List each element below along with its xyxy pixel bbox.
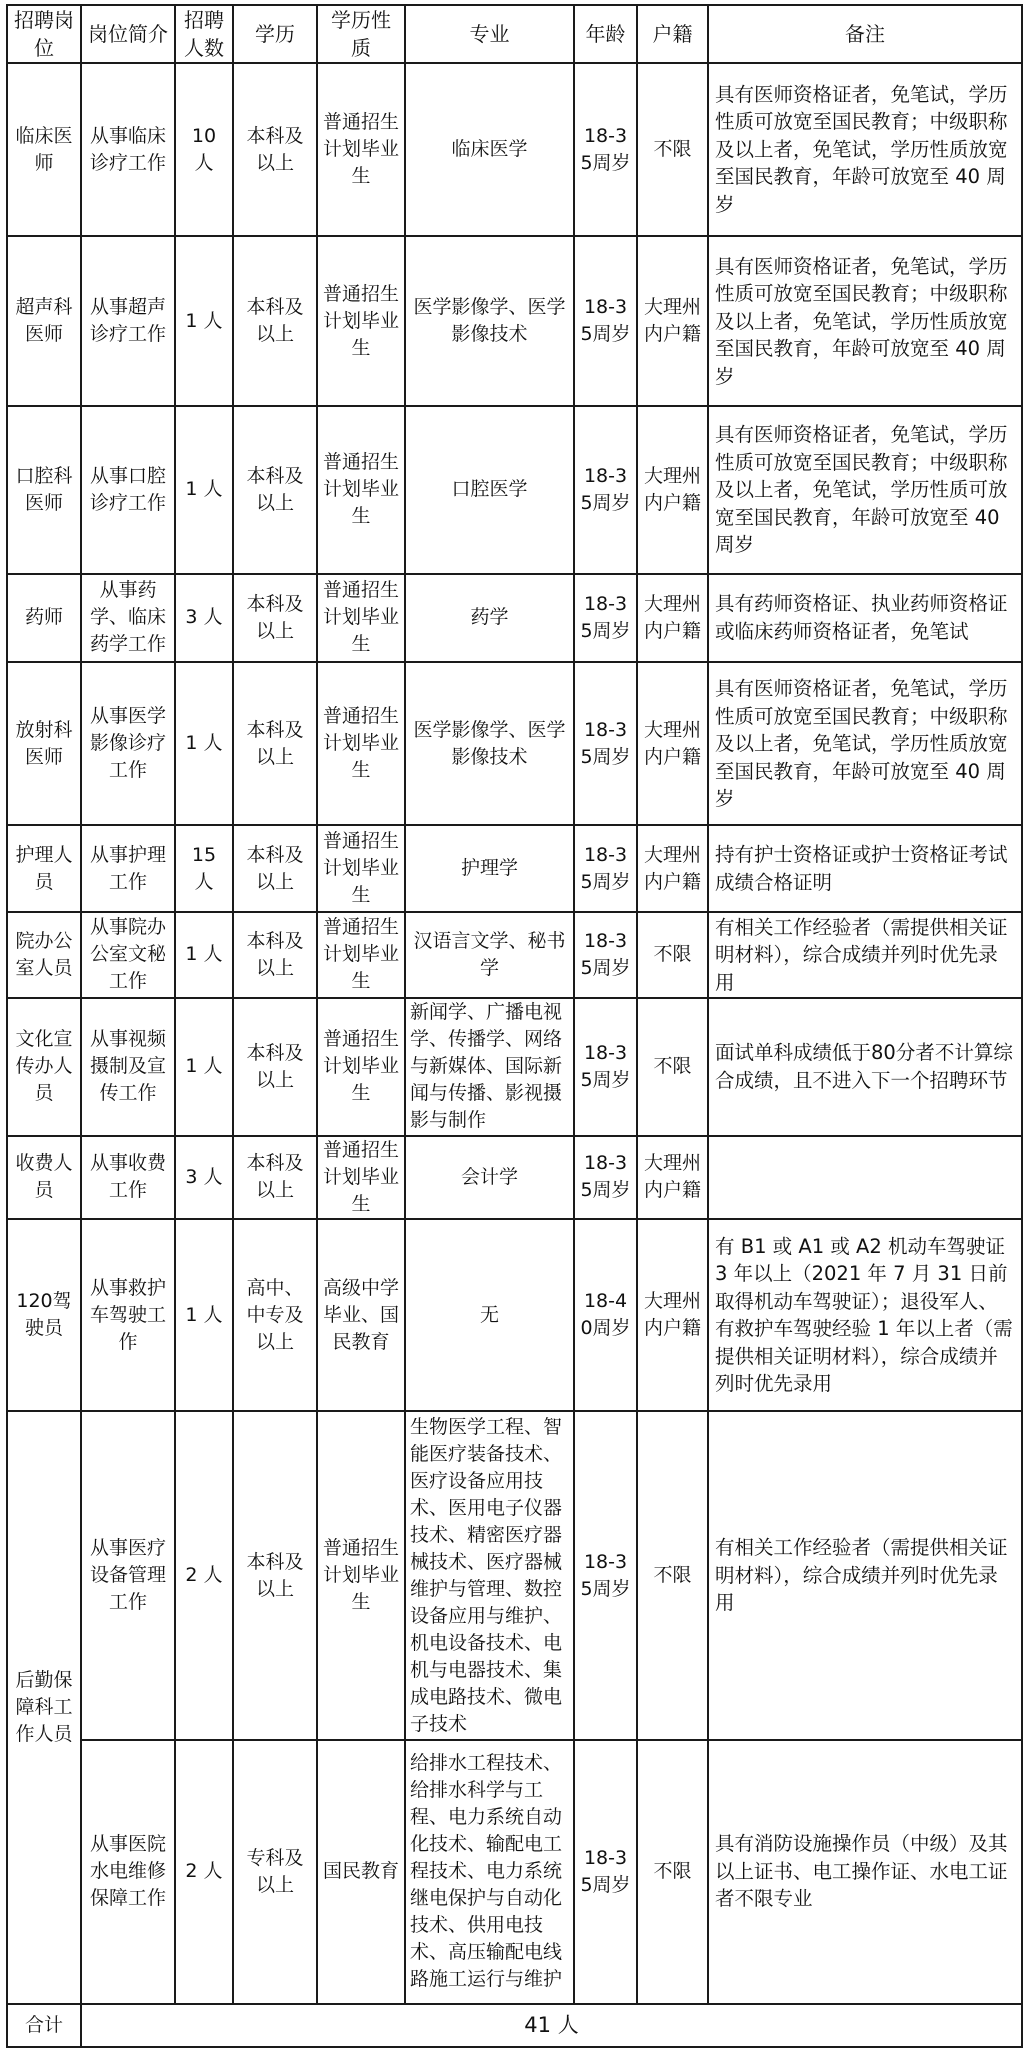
cell-age: 18-35周岁 xyxy=(574,63,637,236)
cell-major: 给排水工程技术、给排水科学与工程、电力系统自动化技术、输配电工程技术、电力系统继电保护与自动化技术、供用电技术、高压输配电线路施工运行与维护 xyxy=(405,1740,574,2004)
cell-hukou: 大理州内户籍 xyxy=(637,662,708,825)
cell-count: 1 人 xyxy=(175,406,233,573)
cell-edu-type: 普通招生计划毕业生 xyxy=(317,406,405,573)
cell-hukou: 大理州内户籍 xyxy=(637,574,708,663)
cell-intro: 从事医院水电维修保障工作 xyxy=(81,1740,175,2004)
cell-count: 1 人 xyxy=(175,662,233,825)
cell-hukou: 大理州内户籍 xyxy=(637,236,708,406)
cell-post: 超声科医师 xyxy=(7,236,81,406)
cell-major: 无 xyxy=(405,1219,574,1411)
header-post: 招聘岗位 xyxy=(7,5,81,63)
cell-age: 18-35周岁 xyxy=(574,1411,637,1739)
cell-major: 临床医学 xyxy=(405,63,574,236)
cell-edu: 本科及以上 xyxy=(233,825,317,912)
header-intro: 岗位简介 xyxy=(81,5,175,63)
cell-count: 3 人 xyxy=(175,574,233,663)
cell-note: 面试单科成绩低于80分者不计算综合成绩，且不进入下一个招聘环节 xyxy=(708,998,1022,1136)
cell-intro: 从事救护车驾驶工作 xyxy=(81,1219,175,1411)
cell-edu-type: 普通招生计划毕业生 xyxy=(317,662,405,825)
cell-note: 具有医师资格证者，免笔试，学历性质可放宽至国民教育；中级职称及以上者，免笔试，学历性质放宽至国民教育，年龄可放宽至 40 周岁 xyxy=(708,63,1022,236)
header-count: 招聘人数 xyxy=(175,5,233,63)
recruitment-table xyxy=(6,4,1023,2048)
cell-age: 18-35周岁 xyxy=(574,236,637,406)
cell-major: 医学影像学、医学影像技术 xyxy=(405,236,574,406)
cell-post: 院办公室人员 xyxy=(7,912,81,998)
cell-hukou: 大理州内户籍 xyxy=(637,1136,708,1220)
table-row xyxy=(7,406,1022,573)
total-label: 合计 xyxy=(7,2004,81,2047)
table-row xyxy=(7,912,1022,998)
cell-note: 持有护士资格证或护士资格证考试成绩合格证明 xyxy=(708,825,1022,912)
cell-hukou: 不限 xyxy=(637,998,708,1136)
cell-major: 汉语言文学、秘书学 xyxy=(405,912,574,998)
cell-count: 2 人 xyxy=(175,1411,233,1739)
cell-edu: 本科及以上 xyxy=(233,1136,317,1220)
cell-age: 18-35周岁 xyxy=(574,574,637,663)
cell-major: 护理学 xyxy=(405,825,574,912)
cell-hukou: 不限 xyxy=(637,1740,708,2004)
cell-major: 会计学 xyxy=(405,1136,574,1220)
cell-post: 收费人员 xyxy=(7,1136,81,1220)
cell-edu-type: 国民教育 xyxy=(317,1740,405,2004)
cell-note: 具有医师资格证者，免笔试，学历性质可放宽至国民教育；中级职称及以上者，免笔试，学历性质可放宽至国民教育，年龄可放宽至 40 周岁 xyxy=(708,406,1022,573)
cell-intro: 从事临床诊疗工作 xyxy=(81,63,175,236)
cell-intro: 从事药学、临床药学工作 xyxy=(81,574,175,663)
cell-edu-type: 普通招生计划毕业生 xyxy=(317,1411,405,1739)
header-note: 备注 xyxy=(708,5,1022,63)
cell-edu-type: 普通招生计划毕业生 xyxy=(317,574,405,663)
cell-edu-type: 普通招生计划毕业生 xyxy=(317,998,405,1136)
cell-hukou: 大理州内户籍 xyxy=(637,406,708,573)
cell-edu-type: 普通招生计划毕业生 xyxy=(317,236,405,406)
cell-count: 15 人 xyxy=(175,825,233,912)
cell-major: 新闻学、广播电视学、传播学、网络与新媒体、国际新闻与传播、影视摄影与制作 xyxy=(405,998,574,1136)
cell-major: 药学 xyxy=(405,574,574,663)
cell-edu-type: 普通招生计划毕业生 xyxy=(317,1136,405,1220)
cell-count: 2 人 xyxy=(175,1740,233,2004)
cell-age: 18-35周岁 xyxy=(574,825,637,912)
cell-post: 临床医师 xyxy=(7,63,81,236)
cell-edu: 本科及以上 xyxy=(233,662,317,825)
cell-edu: 本科及以上 xyxy=(233,236,317,406)
cell-age: 18-35周岁 xyxy=(574,912,637,998)
cell-age: 18-40周岁 xyxy=(574,1219,637,1411)
header-major: 专业 xyxy=(405,5,574,63)
cell-edu: 本科及以上 xyxy=(233,1411,317,1739)
table-row xyxy=(7,662,1022,825)
table-row xyxy=(7,236,1022,406)
cell-intro: 从事院办公室文秘工作 xyxy=(81,912,175,998)
header-age: 年龄 xyxy=(574,5,637,63)
cell-post-merged: 后勤保障科工作人员 xyxy=(7,1411,81,2003)
cell-intro: 从事口腔诊疗工作 xyxy=(81,406,175,573)
cell-count: 3 人 xyxy=(175,1136,233,1220)
cell-intro: 从事护理工作 xyxy=(81,825,175,912)
cell-count: 1 人 xyxy=(175,1219,233,1411)
cell-edu: 本科及以上 xyxy=(233,574,317,663)
cell-post: 文化宣传办人员 xyxy=(7,998,81,1136)
cell-major: 生物医学工程、智能医疗装备技术、医疗设备应用技术、医用电子仪器技术、精密医疗器械技术、医疗器械维护与管理、数控设备应用与维护、机电设备技术、电机与电器技术、集成电路技术、微电子技术 xyxy=(405,1411,574,1739)
table-row xyxy=(7,998,1022,1136)
total-value: 41 人 xyxy=(81,2004,1022,2047)
cell-intro: 从事超声诊疗工作 xyxy=(81,236,175,406)
cell-edu: 本科及以上 xyxy=(233,998,317,1136)
cell-post: 口腔科医师 xyxy=(7,406,81,573)
cell-note: 具有药师资格证、执业药师资格证或临床药师资格证者，免笔试 xyxy=(708,574,1022,663)
cell-note: 具有医师资格证者，免笔试，学历性质可放宽至国民教育；中级职称及以上者，免笔试，学历性质放宽至国民教育，年龄可放宽至 40 周岁 xyxy=(708,236,1022,406)
cell-edu-type: 普通招生计划毕业生 xyxy=(317,825,405,912)
cell-age: 18-35周岁 xyxy=(574,1136,637,1220)
table-row xyxy=(7,1740,1022,2004)
cell-edu: 高中、中专及以上 xyxy=(233,1219,317,1411)
cell-age: 18-35周岁 xyxy=(574,998,637,1136)
cell-count: 1 人 xyxy=(175,912,233,998)
table-row xyxy=(7,1136,1022,1220)
cell-major: 医学影像学、医学影像技术 xyxy=(405,662,574,825)
header-edu-type: 学历性质 xyxy=(317,5,405,63)
cell-count: 10 人 xyxy=(175,63,233,236)
cell-note xyxy=(708,1136,1022,1220)
cell-note: 有 B1 或 A1 或 A2 机动车驾驶证 3 年以上（2021 年 7 月 31 日前取得机动车驾驶证）；退役军人、有救护车驾驶经验 1 年以上者（需提供相关证明材料），综合成绩并列时优先录用 xyxy=(708,1219,1022,1411)
cell-post: 120驾驶员 xyxy=(7,1219,81,1411)
cell-age: 18-35周岁 xyxy=(574,662,637,825)
cell-edu: 本科及以上 xyxy=(233,912,317,998)
cell-note: 有相关工作经验者（需提供相关证明材料），综合成绩并列时优先录用 xyxy=(708,912,1022,998)
cell-hukou: 大理州内户籍 xyxy=(637,825,708,912)
cell-note: 具有医师资格证者，免笔试，学历性质可放宽至国民教育；中级职称及以上者，免笔试，学历性质放宽至国民教育，年龄可放宽至 40 周岁 xyxy=(708,662,1022,825)
cell-hukou: 不限 xyxy=(637,63,708,236)
table-row xyxy=(7,825,1022,912)
cell-edu-type: 普通招生计划毕业生 xyxy=(317,63,405,236)
cell-edu: 本科及以上 xyxy=(233,63,317,236)
header-hukou: 户籍 xyxy=(637,5,708,63)
cell-age: 18-35周岁 xyxy=(574,406,637,573)
cell-intro: 从事医疗设备管理工作 xyxy=(81,1411,175,1739)
total-row xyxy=(7,2004,1022,2047)
cell-hukou: 不限 xyxy=(637,1411,708,1739)
cell-intro: 从事视频摄制及宣传工作 xyxy=(81,998,175,1136)
cell-post: 护理人员 xyxy=(7,825,81,912)
cell-edu: 专科及以上 xyxy=(233,1740,317,2004)
cell-edu-type: 高级中学毕业、国民教育 xyxy=(317,1219,405,1411)
cell-age: 18-35周岁 xyxy=(574,1740,637,2004)
cell-intro: 从事收费工作 xyxy=(81,1136,175,1220)
cell-intro: 从事医学影像诊疗工作 xyxy=(81,662,175,825)
cell-hukou: 大理州内户籍 xyxy=(637,1219,708,1411)
cell-note: 具有消防设施操作员（中级）及其以上证书、电工操作证、水电工证者不限专业 xyxy=(708,1740,1022,2004)
table-row xyxy=(7,63,1022,236)
cell-edu: 本科及以上 xyxy=(233,406,317,573)
cell-count: 1 人 xyxy=(175,998,233,1136)
table-row xyxy=(7,1219,1022,1411)
cell-post: 药师 xyxy=(7,574,81,663)
header-row xyxy=(7,5,1022,63)
cell-hukou: 不限 xyxy=(637,912,708,998)
header-edu: 学历 xyxy=(233,5,317,63)
table-row xyxy=(7,574,1022,663)
cell-note: 有相关工作经验者（需提供相关证明材料），综合成绩并列时优先录用 xyxy=(708,1411,1022,1739)
cell-post: 放射科医师 xyxy=(7,662,81,825)
table-row xyxy=(7,1411,1022,1739)
cell-edu-type: 普通招生计划毕业生 xyxy=(317,912,405,998)
cell-major: 口腔医学 xyxy=(405,406,574,573)
cell-count: 1 人 xyxy=(175,236,233,406)
